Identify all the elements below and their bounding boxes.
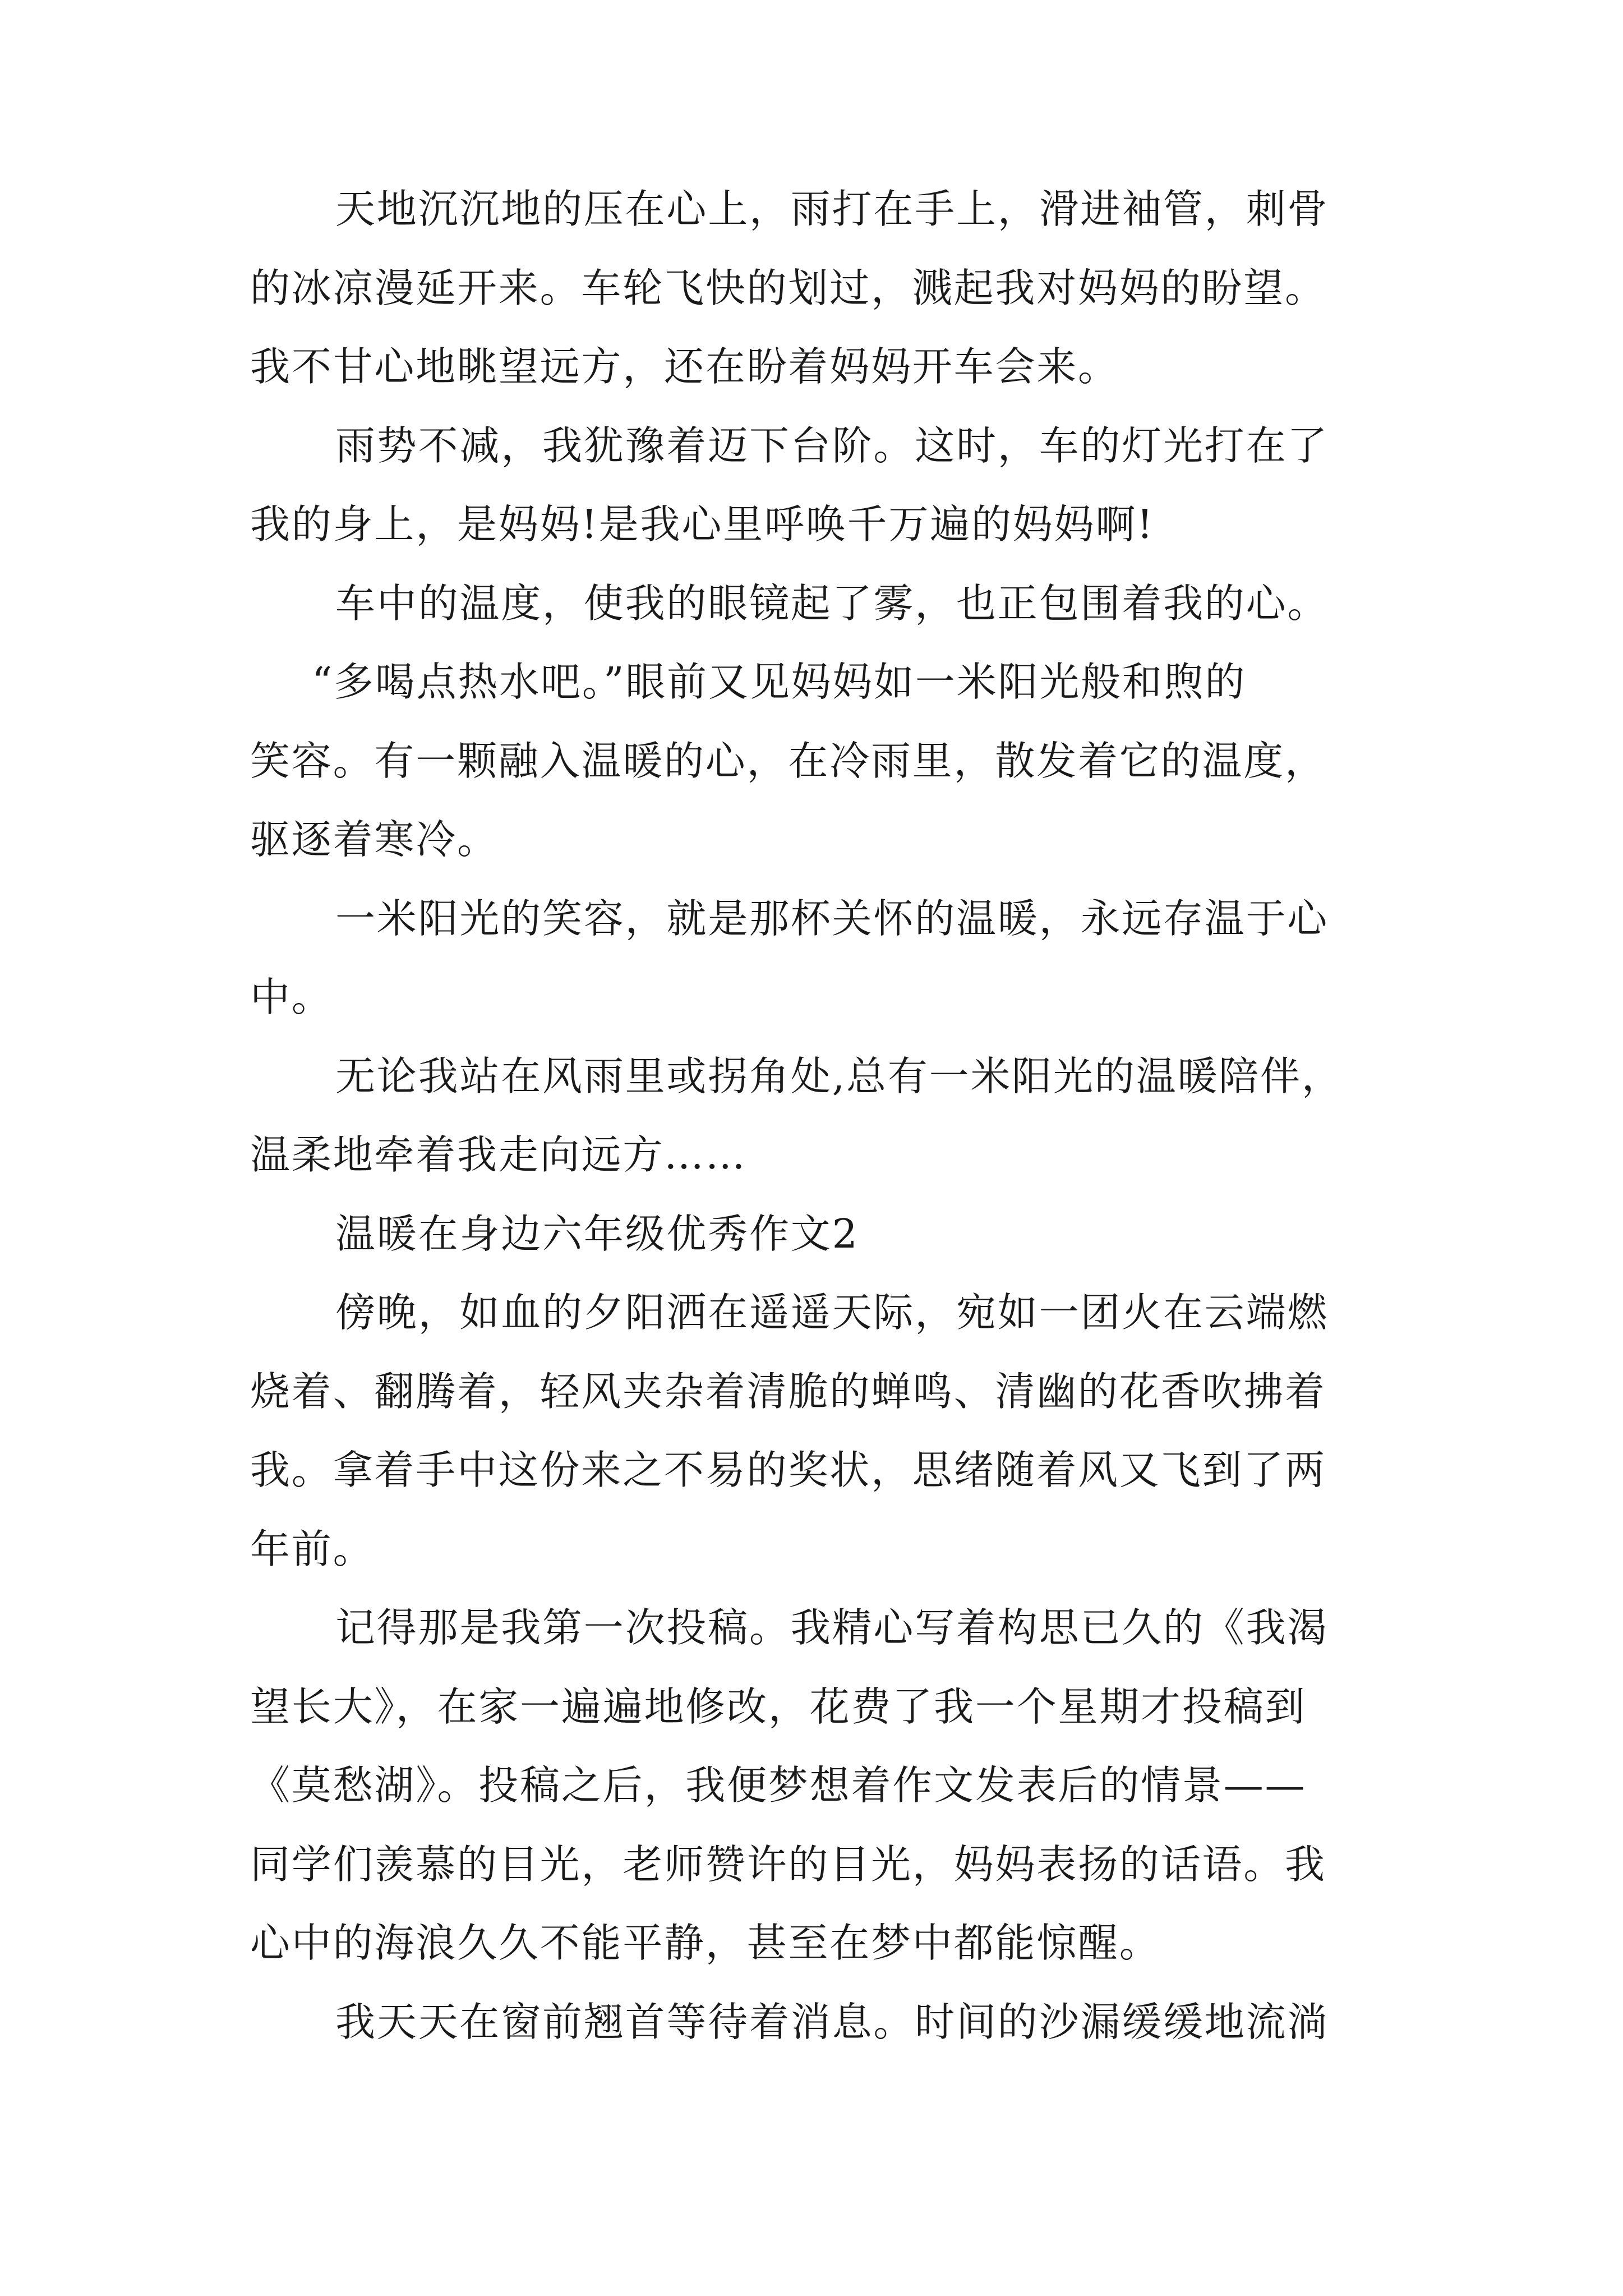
text-line: “多喝点热水吧。”眼前又见妈妈如一米阳光般和煦的: [312, 659, 1247, 705]
text-line: 心中的海浪久久不能平静，甚至在梦中都能惊醒。: [250, 1920, 1161, 1966]
paragraph: [250, 564, 1394, 643]
text-line: 笑容。有一颗融入温暖的心，在冷雨里，散发着它的温度，: [250, 737, 1326, 784]
paragraph: [250, 170, 1394, 407]
text-line: 车中的温度，使我的眼镜起了雾，也正包围着我的心。: [335, 579, 1329, 627]
text-line: 年前。: [250, 1525, 375, 1572]
text-line: 无论我站在风雨里或拐角处,总有一米阳光的温暖陪伴，: [335, 1052, 1343, 1099]
text-line: 雨势不减，我犹豫着迈下台阶。这时，车的灯光打在了: [335, 422, 1329, 469]
paragraph: [250, 643, 1394, 880]
text-line: 一米阳光的笑容，就是那杯关怀的温暖，永远存温于心: [335, 895, 1329, 942]
text-line: 我天天在窗前翘首等待着消息。时间的沙漏缓缓地流淌: [335, 1998, 1329, 2045]
paragraph: [250, 1037, 1394, 1195]
text-line: 中。: [250, 974, 333, 1020]
text-line: 《莫愁湖》。投稿之后，我便梦想着作文发表后的情景——: [250, 1762, 1307, 1809]
paragraph: [250, 1589, 1394, 1983]
paragraph: [250, 1983, 1394, 2062]
text-line: 温暖在身边六年级优秀作文2: [335, 1210, 859, 1257]
text-line: 我。拿着手中这份来之不易的奖状，思绪随着风又飞到了两: [250, 1447, 1326, 1493]
paragraph: [250, 1273, 1394, 1589]
text-line: 天地沉沉地的压在心上，雨打在手上，滑进袖管，刺骨: [335, 186, 1329, 232]
text-line: 驱逐着寒冷。: [250, 816, 499, 863]
paragraph: [250, 407, 1394, 564]
text-line: 望长大》，在家一遍遍地修改，花费了我一个星期才投稿到: [250, 1683, 1307, 1730]
section-heading: [250, 1195, 1394, 1274]
text-line: 烧着、翻腾着，轻风夹杂着清脆的蝉鸣、清幽的花香吹拂着: [250, 1368, 1326, 1415]
text-line: 的冰凉漫延开来。车轮飞快的划过，溅起我对妈妈的盼望。: [250, 264, 1326, 311]
text-line: 温柔地牵着我走向远方……: [250, 1131, 747, 1178]
text-line: 同学们羡慕的目光，老师赞许的目光，妈妈表扬的话语。我: [250, 1841, 1326, 1888]
text-line: 记得那是我第一次投稿。我精心写着构思已久的《我渴: [335, 1604, 1329, 1651]
text-line: 我不甘心地眺望远方，还在盼着妈妈开车会来。: [250, 343, 1119, 390]
text-line: 我的身上，是妈妈!是我心里呼唤千万遍的妈妈啊!: [250, 501, 1155, 547]
essay-body: [250, 170, 1394, 2062]
text-line: 傍晚，如血的夕阳洒在遥遥天际，宛如一团火在云端燃: [335, 1289, 1329, 1336]
paragraph: [250, 880, 1394, 1037]
